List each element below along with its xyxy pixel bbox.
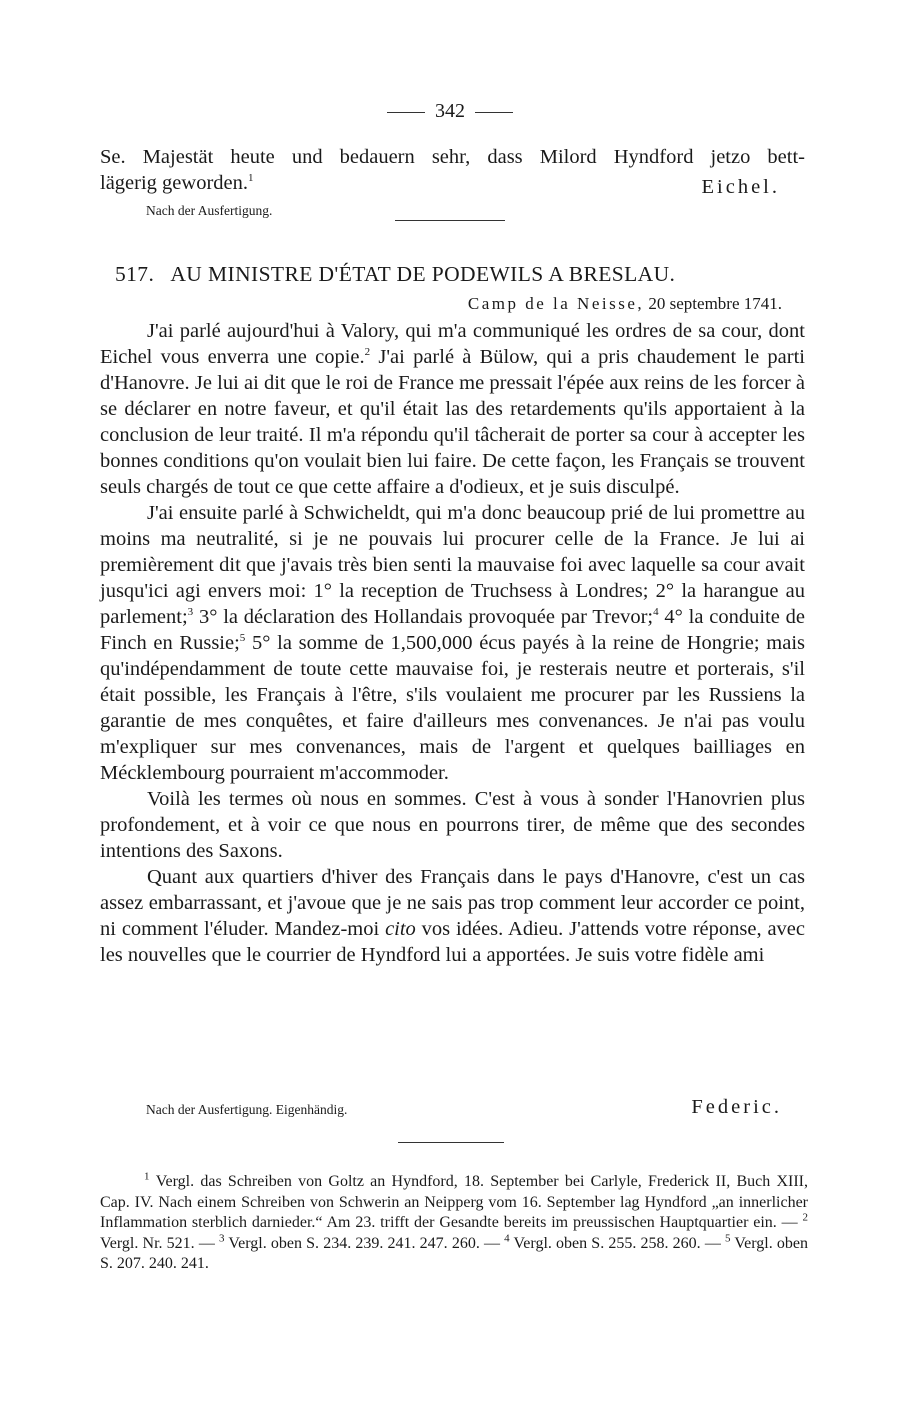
header-dash-left [387,112,425,113]
paragraph-1 [100,318,805,500]
footnote-2-text: Vergl. Nr. 521. — [100,1234,219,1252]
carryover-line-1: Se. Majestät heute und bedauern sehr, dass Milord Hyndford jetzo bett- [100,146,805,168]
carryover-text [100,144,805,196]
footnote-ref-1: 1 [248,172,254,185]
letter-heading [115,262,805,287]
paragraph-1-part-1: J'ai parlé aujourd'hui à Valory, qui m'a communiqué les ordres de sa cour, dont Eichel vous enverra une copie. [100,320,805,368]
footnote-marker-1: 1 [144,1170,150,1183]
letter-date: 20 septembre 1741. [648,294,782,313]
footnote-1-text: Vergl. das Schreiben von Goltz an Hyndford, 18. September bei Carlyle, Frederick II, Buch XIII, Cap. IV. Nach einem Schreiben von Schwerin an Neipperg vom 16. September lag Hyndford „an innerlicher Inflammation sterblich darnieder.“ Am 23. trifft der Gesandte bereits im preussischen Hauptquartier ein. — [100,1173,809,1231]
letter-source-note: Nach der Ausfertigung. Eigenhändig. [146,1102,348,1117]
footnote-ref-2: 2 [364,346,371,359]
eichel-signature: Eichel. [701,176,780,198]
letter-number: 517. [115,262,155,286]
letter-place: Camp de la Neisse, [467,294,645,313]
footnote-marker-3: 3 [219,1232,225,1245]
footnote-3-text: Vergl. oben S. 234. 239. 241. 247. 260. — [224,1234,505,1252]
paragraph-2-part-4: 5° la somme de 1,500,000 écus payés à la reine de Hongrie; mais qu'indépendamment de toute cette mauvaise foi, je resterais neutre et porterais, s'il était possible, les Français à l'être, s'ils voulaient me procurer par les Russiens la garantie de mes conquêtes, et faire d'ailleurs mes convenances. Je n'ai pas voulu m'expliquer sur mes convenances, mais de l'argent et quelques bailliages en Mécklembourg pourraient m'accommoder. [100,632,805,784]
footnote-block [100,1172,808,1275]
page-number-header [0,100,900,123]
footnote-ref-5: 5 [239,632,246,645]
paragraph-2 [100,500,805,786]
footnote-4-text: Vergl. oben S. 255. 258. 260. — [509,1234,725,1252]
separator-rule [395,220,505,221]
paragraph-2-part-2: 3° la déclaration des Hollandais provoquée par Trevor; [193,606,654,628]
paragraph-4-italic-word: cito [385,918,416,940]
footnote-separator-rule [398,1142,504,1143]
footnote-marker-2: 2 [802,1211,808,1224]
footnote-ref-4: 4 [653,606,659,619]
carryover-line-2-text: lägerig geworden. [100,172,248,194]
paragraph-3-text: Voilà les termes où nous en sommes. C'est à vous à sonder l'Hanovrien plus profondement, et à voir ce que nous en pourrons tirer, de même que des secondes intentions des Saxons. [100,788,805,862]
letter-body [100,318,805,968]
footnote-5-text: Vergl. oben S. 207. 240. 241. [100,1234,808,1272]
federic-signature: Federic. [691,1096,782,1118]
letter-place-date [468,294,782,314]
footnotes [100,1172,808,1275]
carryover-source-note: Nach der Ausfertigung. [146,203,273,218]
carryover-line-2 [100,170,805,196]
paragraph-4-part-1: Quant aux quartiers d'hiver des Français dans le pays d'Hanovre, c'est un cas assez embarrassant, et j'avoue que je ne sais pas trop comment leur accorder ce point, ni comment l'éluder. Mandez-moi [100,866,805,940]
page-number: 342 [435,100,465,122]
footnote-marker-5: 5 [725,1232,731,1245]
paragraph-2-part-3: 4° la conduite de Finch en Russie; [100,606,805,654]
footnote-ref-3: 3 [187,606,194,619]
paragraph-4-part-2: vos idées. Adieu. J'attends votre réponse, avec les nouvelles que le courrier de Hyndford lui a apportées. Je suis votre fidèle ami [100,918,805,966]
header-dash-right [475,112,513,113]
letter-title: AU MINISTRE D'ÉTAT DE PODEWILS A BRESLAU. [170,262,676,286]
paragraph-3 [100,786,805,864]
paragraph-1-part-2: J'ai parlé à Bülow, qui a pris chaudement le parti d'Hanovre. Je lui ai dit que le roi de France me pressait l'épée aux reins de les forcer à se déclarer en notre faveur, et qu'il était las des retardements qu'ils apportaient à la conclusion de leur traité. Il m'a répondu qu'il tâcherait de porter sa cour à accepter les bonnes conditions qu'on voulait bien lui faire. De cette façon, les Français se trouvent seuls chargés de tout ce que cette affaire a d'odieux, et je suis disculpé. [100,346,805,498]
paragraph-2-part-1: J'ai ensuite parlé à Schwicheldt, qui m'a donc beaucoup prié de lui promettre au moins ma neutralité, si je ne pouvais lui procurer celle de la France. Je lui ai premièrement dit que j'avais très bien senti la mauvaise foi avec laquelle sa cour avait jusqu'ici agi envers moi: 1° la reception de Truchsess à Londres; 2° la harangue au parlement; [100,502,805,628]
paragraph-4 [100,864,805,968]
footnote-marker-4: 4 [504,1232,510,1245]
